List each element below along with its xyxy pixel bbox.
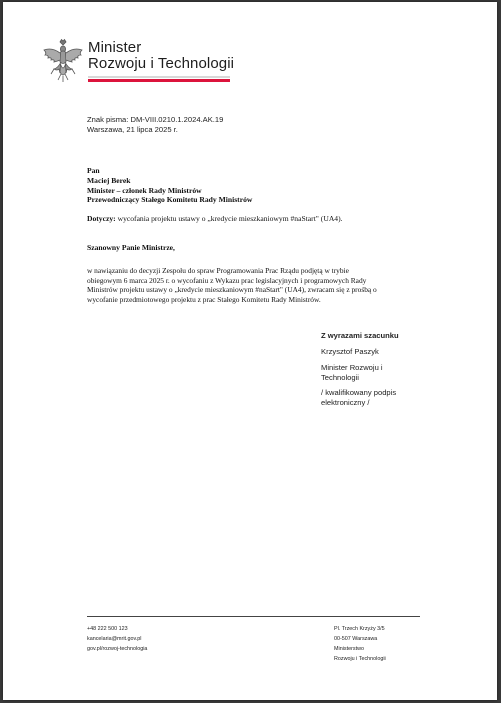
esignature-line1: / kwalifikowany podpis (321, 388, 397, 397)
flag-stripe-red (88, 79, 230, 82)
footer-address-line4: Rozwoju i Technologii (334, 656, 386, 662)
ministry-name-line2: Rozwoju i Technologii (88, 55, 235, 72)
body-line: obiegowym 6 marca 2025 r. o wycofaniu z Wykazu prac legislacyjnych i programowych Rady (87, 275, 367, 285)
footer-address (334, 624, 386, 664)
place-date: Warszawa, 21 lipca 2025 r. (87, 125, 178, 134)
footer-website[interactable]: gov.pl/rozwoj-technologia (87, 646, 148, 652)
footer-phone: +48 222 500 123 (87, 626, 128, 632)
addressee-name: Maciej Berek (87, 176, 131, 185)
addressee-title1: Minister – członek Rady Ministrów (87, 186, 202, 195)
subject-text: wycofania projektu ustawy o „kredycie mieszkaniowym #naStart" (UA4). (115, 214, 343, 223)
polish-eagle-emblem-icon (40, 38, 86, 84)
flag-stripe-white (88, 76, 230, 78)
subject-label: Dotyczy: (87, 214, 116, 223)
signatory-role-line1: Minister Rozwoju i (321, 363, 383, 372)
footer-address-line3: Ministerstwo (334, 646, 364, 652)
signatory-name: Krzysztof Paszyk (321, 347, 379, 356)
footer-divider (87, 616, 420, 617)
addressee-salutation: Pan (87, 166, 100, 175)
ministry-name-line1: Minister (88, 39, 142, 56)
letter-page (3, 2, 497, 700)
footer-email[interactable]: kancelaria@mrit.gov.pl (87, 636, 142, 642)
esignature-line2: elektroniczny / (321, 398, 370, 407)
addressee-title2: Przewodniczący Stałego Komitetu Rady Ministrów (87, 195, 253, 204)
body-line: wycofanie przedmiotowego projektu z prac Stałego Komitetu Rady Ministrów. (87, 294, 321, 304)
greeting: Szanowny Panie Ministrze, (87, 243, 175, 252)
footer-address-line2: 00-507 Warszawa (334, 636, 378, 642)
reference-number: Znak pisma: DM-VIII.0210.1.2024.AK.19 (87, 115, 224, 124)
closing-phrase: Z wyrazami szacunku (321, 331, 399, 340)
signatory-role-line2: Technologii (321, 373, 359, 382)
footer-contact (87, 624, 147, 654)
body-line: Ministrów projektu ustawy o „kredycie mieszkaniowym #naStart" (UA4), zwracam się z prośbą o (87, 285, 377, 295)
footer-address-line1: Pl. Trzech Krzyży 3/5 (334, 626, 385, 632)
body-paragraph (87, 266, 412, 304)
body-line: w nawiązaniu do decyzji Zespołu do spraw Programowania Prac Rządu podjętą w trybie (87, 266, 349, 275)
subject-line (87, 214, 343, 223)
